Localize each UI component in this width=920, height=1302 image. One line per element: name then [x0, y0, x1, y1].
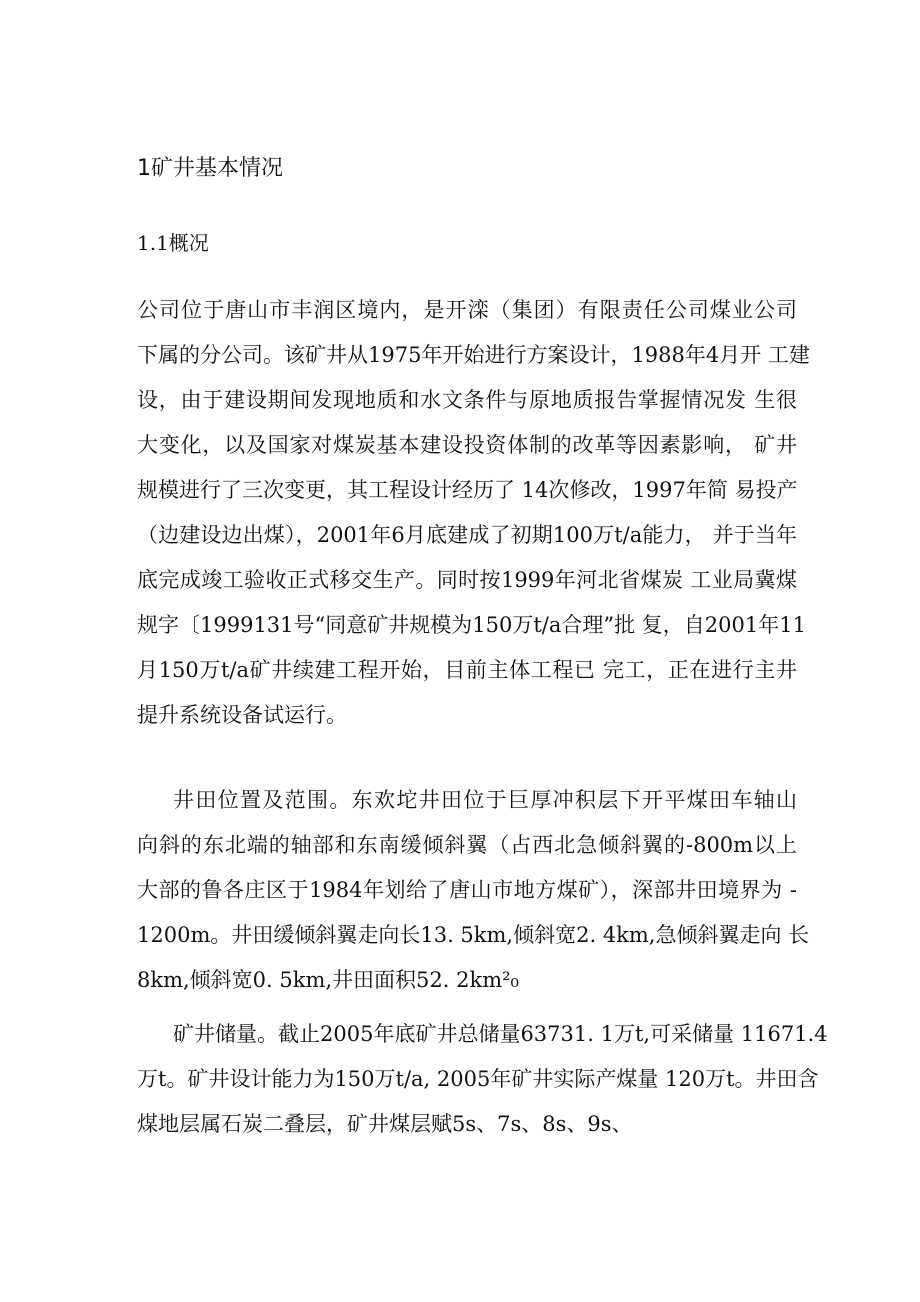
text-line: 向斜的东北端的轴部和东南缓倾斜翼（占西北急倾斜翼的-800m以上	[137, 833, 797, 857]
subsection-heading: 1.1概况	[137, 231, 209, 255]
paragraph-reserves	[137, 1012, 828, 1147]
paragraph-overview	[137, 288, 810, 738]
text-line: 公司位于唐山市丰润区境内，是开滦（集团）有限责任公司煤业公司	[137, 298, 797, 322]
text-line: 底完成竣工验收正式移交生产。同时按1999年河北省煤炭 工业局冀煤	[137, 568, 797, 592]
text-line: 万t。矿井设计能力为150万t/a, 2005年矿井实际产煤量 120万t。井田含	[137, 1067, 819, 1091]
text-line: 井田位置及范围。东欢坨井田位于巨厚冲积层下开平煤田车轴山	[173, 788, 797, 812]
section-heading: 1矿井基本情况	[137, 156, 283, 181]
text-line: 煤地层属石炭二叠层，矿井煤层赋5s、7s、8s、9s、	[137, 1112, 633, 1136]
text-line: 下属的分公司。该矿井从1975年开始进行方案设计，1988年4月开 工建	[137, 343, 810, 367]
text-line: （边建设边出煤），2001年6月底建成了初期100万t/a能力， 并于当年	[137, 523, 797, 547]
text-line: 8km,倾斜宽0. 5km,井田面积52. 2km²₀	[137, 968, 519, 992]
paragraph-location	[137, 778, 810, 1003]
text-line: 大部的鲁各庄区于1984年划给了唐山市地方煤矿），深部井田境界为 -	[137, 878, 797, 902]
text-line: 月150万t/a矿井续建工程开始，目前主体工程已 完工，正在进行主井	[137, 658, 797, 682]
text-line: 大变化，以及国家对煤炭基本建设投资体制的改革等因素影响， 矿井	[137, 433, 797, 457]
text-line: 矿井储量。截止2005年底矿井总储量63731. 1万t,可采储量 11671.4	[173, 1022, 828, 1046]
text-line: 设，由于建设期间发现地质和水文条件与原地质报告掌握情况发 生很	[137, 388, 797, 412]
text-line: 规字〔1999131号“同意矿井规模为150万t/a合理”批 复，自2001年11	[137, 613, 806, 637]
text-line: 规模进行了三次变更，其工程设计经历了 14次修改，1997年简 易投产	[137, 478, 798, 502]
text-line: 提升系统设备试运行。	[137, 703, 347, 727]
text-line: 1200m。井田缓倾斜翼走向长13. 5km,倾斜宽2. 4km,急倾斜翼走向 长	[137, 923, 810, 947]
